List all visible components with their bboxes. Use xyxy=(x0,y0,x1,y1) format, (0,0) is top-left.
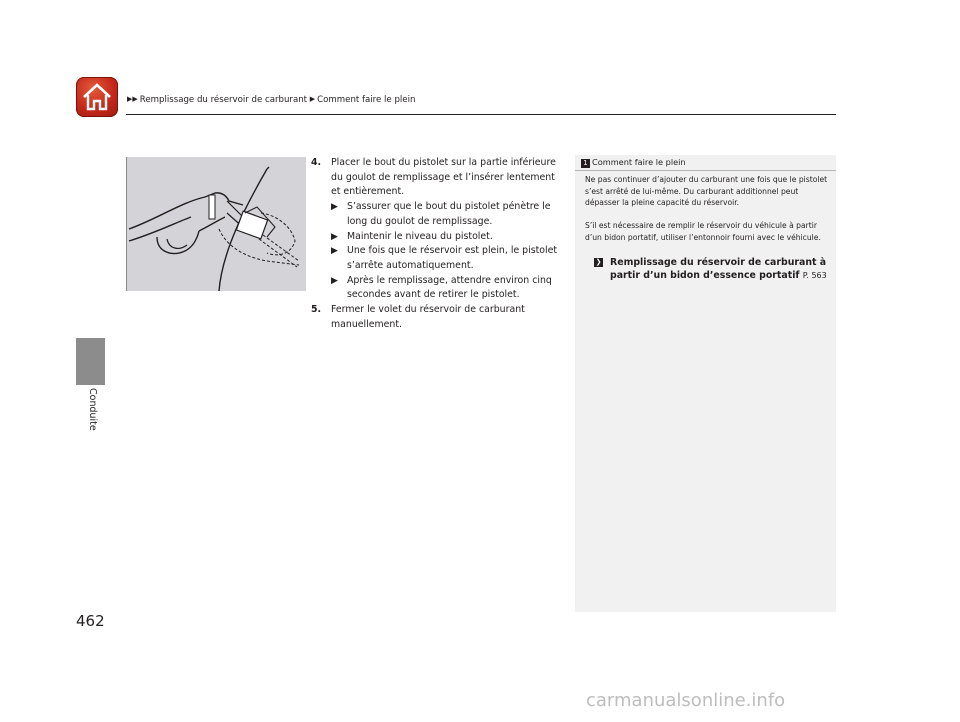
substep-text: S’assurer que le bout du pistolet pénètre le long du goulot de remplissage. xyxy=(347,201,551,227)
cross-reference-link[interactable] xyxy=(594,257,832,282)
arrow-right-icon: ▶ xyxy=(331,275,338,286)
arrow-right-icon: ▶ xyxy=(331,202,338,213)
page-number: 462 xyxy=(76,612,105,630)
arrow-right-icon: ▶ xyxy=(331,246,338,257)
arrow-right-icon: ▶ xyxy=(331,231,338,242)
substep-item xyxy=(311,244,566,273)
note-title-text: Comment faire le plein xyxy=(592,157,686,167)
reference-arrow-icon: ❯ xyxy=(595,258,602,266)
breadcrumb-arrow-icon: ▶▶ xyxy=(127,95,138,103)
note-paragraph: Ne pas continuer d’ajouter du carburant une fois que le pistolet s’est arrêté de lui-même. Du carburant additionnel peut dépasser la pleine capacité du réservoir. xyxy=(585,175,828,208)
note-marker-icon: 1 xyxy=(581,159,590,168)
instruction-steps xyxy=(311,156,566,332)
note-body xyxy=(585,174,831,255)
breadcrumb-arrow-icon: ▶ xyxy=(309,95,316,103)
reference-page: P. 563 xyxy=(802,270,827,280)
step-text: Fermer le volet du réservoir de carburant manuellement. xyxy=(331,304,525,330)
step-number: 5. xyxy=(311,304,322,316)
note-title xyxy=(581,157,686,168)
breadcrumb-current: Comment faire le plein xyxy=(317,95,416,105)
breadcrumb xyxy=(127,95,415,105)
fuel-nozzle-illustration xyxy=(126,157,306,291)
section-label: Conduite xyxy=(87,388,98,431)
reference-text: Remplissage du réservoir de carburant à partir d’un bidon d’essence portatif xyxy=(610,257,827,281)
step-text: Placer le bout du pistolet sur la partie inférieure du goulot de remplissage et l’insérer lentement et entièrement. xyxy=(331,157,556,198)
watermark: carmanualsonline.info xyxy=(586,690,786,711)
step-item xyxy=(311,303,566,332)
home-button[interactable] xyxy=(76,77,118,117)
substep-text: Après le remplissage, attendre environ cinq secondes avant de retirer le pistolet. xyxy=(347,274,552,301)
home-icon xyxy=(81,82,113,112)
substep-item xyxy=(311,200,566,229)
section-tab[interactable] xyxy=(76,338,105,385)
note-paragraph: S’il est nécessaire de remplir le réservoir du véhicule à partir d’un bidon portatif, utiliser l’entonnoir fourni avec le véhicule. xyxy=(585,221,821,242)
substep-item xyxy=(311,230,566,245)
breadcrumb-link-refueling[interactable]: Remplissage du réservoir de carburant xyxy=(139,95,308,105)
note-panel xyxy=(575,155,836,612)
substep-item xyxy=(311,274,566,303)
substep-text: Maintenir le niveau du pistolet. xyxy=(347,230,493,242)
substep-text: Une fois que le réservoir est plein, le pistolet s’arrête automatiquement. xyxy=(347,245,558,271)
step-item xyxy=(311,156,566,200)
step-number: 4. xyxy=(311,157,322,168)
header-divider xyxy=(126,114,836,115)
note-divider xyxy=(575,170,836,171)
